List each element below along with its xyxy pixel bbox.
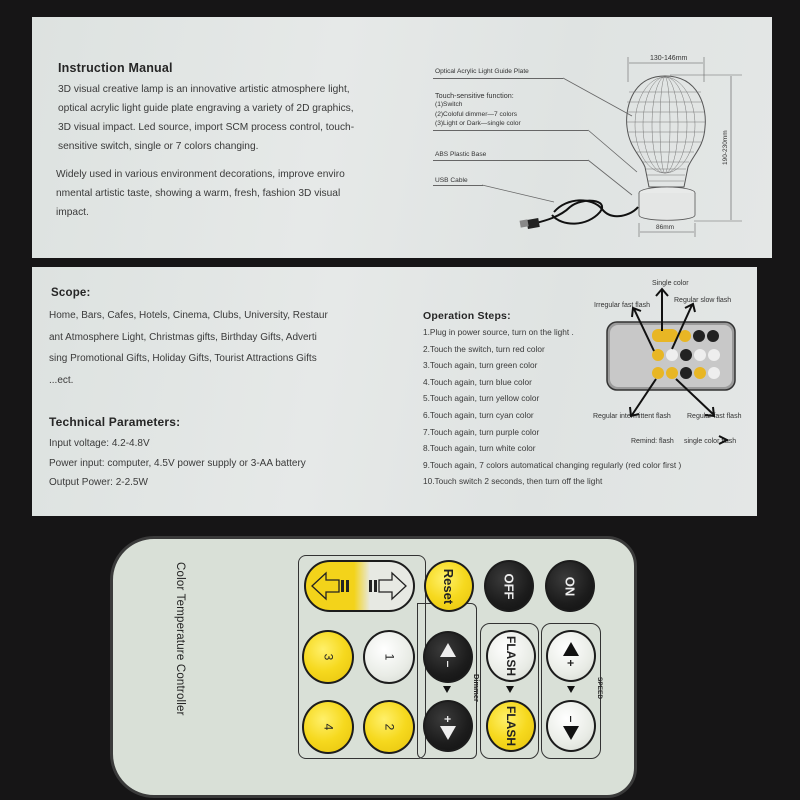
svg-text:190-230mm: 190-230mm [722,130,729,165]
technical-text [49,434,306,493]
reset-label: Reset [441,568,457,604]
scope-text [49,305,328,391]
operation-step: 1.Plug in power source, turn on the light . [423,327,574,337]
operation-step: 10.Touch switch 2 seconds, then turn off the light [423,476,603,487]
direction-pill [304,560,415,612]
scope-title: Scope: [51,287,91,299]
button-2-label: 2 [382,723,396,731]
label-regular-fast-flash: Regular fast flash [687,413,742,420]
button-1[interactable] [363,630,415,684]
remote-control [110,536,637,798]
plus-label: + [440,715,455,723]
button-3[interactable] [302,630,354,684]
instruction-manual-title: Instruction Manual [58,61,173,75]
speed-minus-button[interactable] [546,700,596,752]
dimmer-minus-button[interactable] [423,631,473,683]
text-line: 3D visual creative lamp is an innovative artistic atmosphere light, [58,84,350,95]
on-label: ON [562,576,578,596]
text-line: Power input: computer, 4.5V power supply or 3-AA battery [49,457,306,469]
triangle-down-icon [440,726,456,740]
operation-step: 2.Touch the switch, turn red color [423,343,545,354]
triangle-down-small-icon [567,686,575,693]
lamp-diagram-illustration [432,37,752,252]
operation-step: 3.Touch again, turn green color [423,360,538,371]
operation-title: Operation Steps: [423,310,511,322]
on-button[interactable] [545,560,595,612]
text-line: Input voltage: 4.2-4.8V [49,438,150,449]
button-2[interactable] [363,700,415,754]
flash-white-label: FLASH [504,636,518,676]
text-line: Output Power: 2-2.5W [49,477,148,488]
minus-label: – [441,660,455,668]
triangle-down-small-icon [443,686,451,693]
mini-remote-illustration [592,287,757,447]
triangle-down-small-icon [506,686,514,693]
triangle-down-icon [563,726,579,740]
text-line: nmental artistic taste, showing a warm, fresh, fashion 3D visual [56,188,341,199]
dimmer-plus-button[interactable] [423,700,473,752]
triangle-up-icon [440,643,456,657]
operation-step: 4.Touch again, turn blue color [423,376,532,387]
arrow-right-icon [361,562,415,610]
label-usb-cable: USB Cable [435,177,468,184]
instruction-paragraph-1 [58,80,354,156]
label-regular-intermittent-flash: Regular intermittent flash [593,413,671,420]
svg-text:130-146mm: 130-146mm [650,55,688,62]
button-1-label: 1 [382,653,396,661]
speed-label: SPEED [596,677,603,700]
label-abs-base: ABS Plastic Base [435,151,487,158]
operation-step: 5.Touch again, turn yellow color [423,393,540,404]
off-button[interactable] [484,560,534,612]
operation-step: 9.Touch again, 7 colors automatical changing regularly (red color first ) [423,459,682,470]
right-arrow-button[interactable] [361,562,415,610]
text-line: ant Atmosphere Light, Christmas gifts, Birthday Gifts, Adverti [49,331,317,343]
text-line: sensitive switch, single or 7 colors changing. [58,141,259,152]
label-touch-2: (2)Coloful dimmer—7 colors [435,111,518,118]
label-remind-suffix: single color flash [684,438,737,445]
operation-step: 7.Touch again, turn purple color [423,426,540,437]
label-touch-1: (1)Switch [435,101,463,108]
dimmer-label: Dimmer [472,674,481,702]
reset-button[interactable] [424,560,474,612]
label-regular-slow-flash: Regular slow flash [674,297,732,304]
button-4[interactable] [302,700,354,754]
flash-yellow-button[interactable] [486,700,536,752]
minus-label: – [564,715,578,723]
label-touch-title: Touch-sensitive function: [435,91,514,100]
off-label: OFF [501,573,517,599]
text-line: sing Promotional Gifts, Holiday Gifts, Tourist Attractions Gifts [49,353,317,364]
text-line: impact. [56,207,89,218]
instruction-paragraph-2 [56,165,345,222]
speed-plus-button[interactable] [546,630,596,682]
scope-operation-card [32,267,757,516]
text-line: ...ect. [49,374,74,386]
arrow-left-icon [306,562,361,610]
triangle-up-icon [563,642,579,656]
label-single-color: Single color [652,280,689,287]
button-4-label: 4 [321,723,335,731]
text-line: 3D visual impact. Led source, import SCM process control, touch- [58,122,355,133]
label-remind-prefix: Remind: flash [631,438,674,445]
label-irregular-fast-flash: Irregular fast flash [594,302,651,309]
flash-white-button[interactable] [486,630,536,682]
operation-step: 8.Touch again, turn white color [423,443,536,454]
text-line: Widely used in various environment decorations, improve enviro [56,169,345,180]
remote-title: Color Temperature Controller [174,562,186,716]
text-line: Home, Bars, Cafes, Hotels, Cinema, Clubs, University, Restaur [49,310,328,321]
operation-step: 6.Touch again, turn cyan color [423,409,534,420]
flash-yellow-label: FLASH [504,706,518,746]
left-arrow-button[interactable] [306,562,361,610]
plus-label: + [563,659,578,667]
instruction-manual-card [32,17,772,258]
label-acrylic-plate: Optical Acrylic Light Guide Plate [435,68,529,75]
button-3-label: 3 [321,653,335,661]
svg-text:86mm: 86mm [656,224,675,231]
technical-title: Technical Parameters: [49,415,181,429]
label-touch-3: (3)Light or Dark—single color [435,120,521,127]
text-line: optical acrylic light guide plate engraving a variety of 2D graphics, [58,103,354,114]
